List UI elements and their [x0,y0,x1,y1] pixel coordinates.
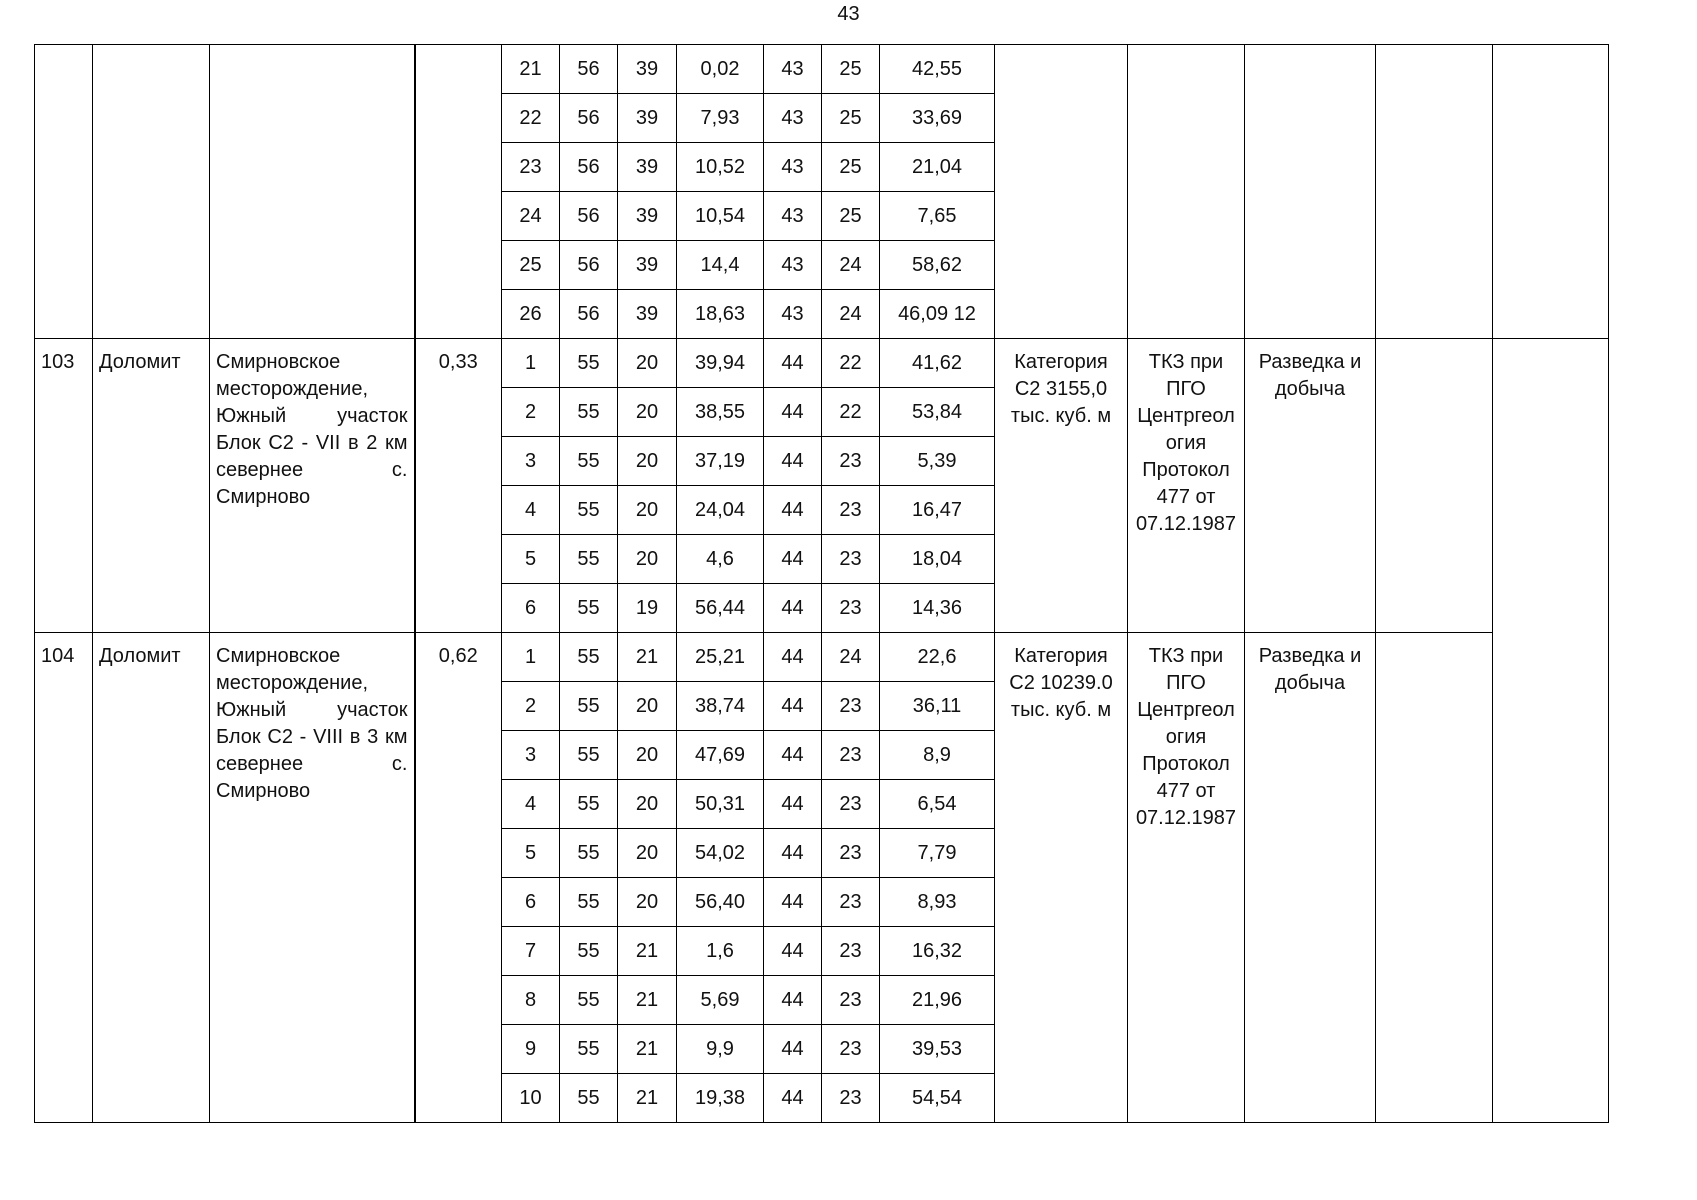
area-value: 0,62 [415,633,502,1123]
lat-minutes-cell: 20 [618,339,677,388]
lat-degrees-cell: 56 [560,290,618,339]
lon-degrees-cell: 44 [764,878,822,927]
point-number-cell: 9 [502,1025,560,1074]
lat-degrees-cell: 56 [560,192,618,241]
lat-degrees-cell: 55 [560,535,618,584]
subsoil-registry-table [34,44,1609,1123]
reserves-cell-empty [995,45,1128,339]
lon-degrees-cell: 43 [764,45,822,94]
point-number-cell: 3 [502,731,560,780]
number-cell-empty [35,45,93,339]
lat-seconds-cell: 4,6 [677,535,764,584]
lon-degrees-cell: 44 [764,437,822,486]
lat-minutes-cell: 39 [618,241,677,290]
lat-seconds-cell: 37,19 [677,437,764,486]
lon-minutes-cell: 23 [822,731,880,780]
lon-degrees-cell: 44 [764,731,822,780]
lon-seconds-cell: 21,04 [880,143,995,192]
lon-degrees-cell: 43 [764,241,822,290]
point-number-cell: 23 [502,143,560,192]
lon-degrees-cell: 44 [764,584,822,633]
lon-minutes-cell: 23 [822,780,880,829]
lat-seconds-cell: 10,52 [677,143,764,192]
lat-degrees-cell: 55 [560,927,618,976]
purpose-info: Разведка и добыча [1245,339,1376,633]
point-number-cell: 6 [502,584,560,633]
lon-degrees-cell: 44 [764,682,822,731]
point-number-cell: 4 [502,486,560,535]
point-number-cell: 10 [502,1074,560,1123]
point-number-cell: 3 [502,437,560,486]
lat-degrees-cell: 56 [560,45,618,94]
lon-degrees-cell: 44 [764,339,822,388]
lat-seconds-cell: 9,9 [677,1025,764,1074]
point-number-cell: 24 [502,192,560,241]
lat-degrees-cell: 55 [560,829,618,878]
lon-minutes-cell: 25 [822,94,880,143]
lon-seconds-cell: 33,69 [880,94,995,143]
lon-seconds-cell: 7,79 [880,829,995,878]
lon-seconds-cell: 5,39 [880,437,995,486]
lat-minutes-cell: 19 [618,584,677,633]
extra-column-empty [1376,633,1493,1123]
reserves-info: Категория С2 10239.0 тыс. куб. м [995,633,1128,1123]
lon-minutes-cell: 23 [822,682,880,731]
last-column-empty [1493,339,1609,1123]
point-number-cell: 21 [502,45,560,94]
lon-minutes-cell: 23 [822,437,880,486]
approval-cell-empty [1128,45,1245,339]
page-number: 43 [837,3,860,25]
lon-minutes-cell: 23 [822,976,880,1025]
lat-seconds-cell: 19,38 [677,1074,764,1123]
lat-seconds-cell: 5,69 [677,976,764,1025]
lon-minutes-cell: 24 [822,241,880,290]
lon-degrees-cell: 44 [764,927,822,976]
lat-degrees-cell: 55 [560,780,618,829]
lat-seconds-cell: 47,69 [677,731,764,780]
lat-degrees-cell: 55 [560,437,618,486]
table-row [35,45,1609,94]
location-cell-empty [210,45,415,339]
lon-minutes-cell: 23 [822,878,880,927]
extra-column-empty [1376,339,1493,633]
reserves-info: Категория С2 3155,0 тыс. куб. м [995,339,1128,633]
table-row [35,339,1609,388]
lat-minutes-cell: 21 [618,927,677,976]
lon-degrees-cell: 43 [764,94,822,143]
area-cell-empty [415,45,502,339]
lat-minutes-cell: 21 [618,1074,677,1123]
registry-body [35,45,1609,1123]
lat-minutes-cell: 20 [618,535,677,584]
lat-degrees-cell: 56 [560,143,618,192]
lat-minutes-cell: 20 [618,682,677,731]
lat-seconds-cell: 0,02 [677,45,764,94]
lon-seconds-cell: 14,36 [880,584,995,633]
lat-minutes-cell: 21 [618,976,677,1025]
lon-degrees-cell: 44 [764,388,822,437]
lat-degrees-cell: 55 [560,682,618,731]
area-value: 0,33 [415,339,502,633]
lon-minutes-cell: 23 [822,1025,880,1074]
lat-seconds-cell: 18,63 [677,290,764,339]
lat-degrees-cell: 55 [560,878,618,927]
lon-minutes-cell: 23 [822,486,880,535]
lon-seconds-cell: 42,55 [880,45,995,94]
lat-seconds-cell: 54,02 [677,829,764,878]
lat-minutes-cell: 20 [618,878,677,927]
lon-minutes-cell: 25 [822,143,880,192]
lon-seconds-cell: 41,62 [880,339,995,388]
point-number-cell: 1 [502,339,560,388]
point-number-cell: 2 [502,682,560,731]
lon-minutes-cell: 24 [822,633,880,682]
extra-cell-2-empty [1493,45,1609,339]
lat-seconds-cell: 38,74 [677,682,764,731]
lon-minutes-cell: 22 [822,388,880,437]
lat-degrees-cell: 55 [560,1074,618,1123]
lat-seconds-cell: 38,55 [677,388,764,437]
lat-degrees-cell: 55 [560,388,618,437]
lon-minutes-cell: 22 [822,339,880,388]
lat-seconds-cell: 25,21 [677,633,764,682]
lat-minutes-cell: 20 [618,780,677,829]
lon-degrees-cell: 44 [764,535,822,584]
lat-minutes-cell: 20 [618,437,677,486]
point-number-cell: 22 [502,94,560,143]
lon-minutes-cell: 23 [822,584,880,633]
table-row [35,633,1609,682]
lon-degrees-cell: 44 [764,829,822,878]
lat-minutes-cell: 39 [618,45,677,94]
mineral-name: Доломит [93,339,210,633]
lat-degrees-cell: 55 [560,633,618,682]
lat-minutes-cell: 20 [618,731,677,780]
lat-seconds-cell: 56,44 [677,584,764,633]
lat-degrees-cell: 55 [560,731,618,780]
mineral-cell-empty [93,45,210,339]
lon-seconds-cell: 16,32 [880,927,995,976]
lat-seconds-cell: 1,6 [677,927,764,976]
lat-seconds-cell: 10,54 [677,192,764,241]
lat-degrees-cell: 56 [560,94,618,143]
lat-degrees-cell: 56 [560,241,618,290]
approval-info: ТКЗ при ПГО Центргеол огия Протокол 477 от 07.12.1987 [1128,339,1245,633]
lon-degrees-cell: 43 [764,143,822,192]
point-number-cell: 5 [502,829,560,878]
lat-minutes-cell: 39 [618,143,677,192]
lon-minutes-cell: 24 [822,290,880,339]
lon-minutes-cell: 23 [822,535,880,584]
point-number-cell: 1 [502,633,560,682]
point-number-cell: 4 [502,780,560,829]
lon-seconds-cell: 22,6 [880,633,995,682]
lat-minutes-cell: 39 [618,192,677,241]
lon-degrees-cell: 44 [764,633,822,682]
point-number-cell: 8 [502,976,560,1025]
lat-seconds-cell: 39,94 [677,339,764,388]
point-number-cell: 25 [502,241,560,290]
lon-degrees-cell: 43 [764,290,822,339]
lon-seconds-cell: 46,09 12 [880,290,995,339]
lat-minutes-cell: 20 [618,829,677,878]
lat-degrees-cell: 55 [560,339,618,388]
lon-degrees-cell: 44 [764,1074,822,1123]
lon-seconds-cell: 7,65 [880,192,995,241]
lat-seconds-cell: 56,40 [677,878,764,927]
lat-degrees-cell: 55 [560,486,618,535]
lon-seconds-cell: 54,54 [880,1074,995,1123]
lon-minutes-cell: 23 [822,829,880,878]
lon-minutes-cell: 25 [822,45,880,94]
lon-degrees-cell: 44 [764,780,822,829]
lat-degrees-cell: 55 [560,1025,618,1074]
lat-minutes-cell: 20 [618,388,677,437]
lat-seconds-cell: 50,31 [677,780,764,829]
lon-seconds-cell: 36,11 [880,682,995,731]
point-number-cell: 2 [502,388,560,437]
point-number-cell: 26 [502,290,560,339]
lat-seconds-cell: 14,4 [677,241,764,290]
lon-seconds-cell: 53,84 [880,388,995,437]
lat-degrees-cell: 55 [560,584,618,633]
lon-minutes-cell: 23 [822,1074,880,1123]
lat-minutes-cell: 39 [618,290,677,339]
point-number-cell: 7 [502,927,560,976]
lon-degrees-cell: 44 [764,486,822,535]
record-number: 103 [35,339,93,633]
mineral-name: Доломит [93,633,210,1123]
lat-minutes-cell: 21 [618,633,677,682]
lon-degrees-cell: 43 [764,192,822,241]
purpose-cell-empty [1245,45,1376,339]
record-number: 104 [35,633,93,1123]
location-description: Смирновское месторождение, Южный участок Блок С2 - VIII в 3 км севернее с. Смирново [210,633,415,1123]
lon-seconds-cell: 58,62 [880,241,995,290]
lat-minutes-cell: 39 [618,94,677,143]
point-number-cell: 6 [502,878,560,927]
lat-degrees-cell: 55 [560,976,618,1025]
lon-seconds-cell: 39,53 [880,1025,995,1074]
point-number-cell: 5 [502,535,560,584]
lat-minutes-cell: 21 [618,1025,677,1074]
approval-info: ТКЗ при ПГО Центргеол огия Протокол 477 от 07.12.1987 [1128,633,1245,1123]
lon-minutes-cell: 23 [822,927,880,976]
lon-degrees-cell: 44 [764,976,822,1025]
lon-seconds-cell: 21,96 [880,976,995,1025]
lat-seconds-cell: 7,93 [677,94,764,143]
lat-minutes-cell: 20 [618,486,677,535]
purpose-info: Разведка и добыча [1245,633,1376,1123]
lon-minutes-cell: 25 [822,192,880,241]
lon-seconds-cell: 8,9 [880,731,995,780]
lon-degrees-cell: 44 [764,1025,822,1074]
lon-seconds-cell: 6,54 [880,780,995,829]
lat-seconds-cell: 24,04 [677,486,764,535]
lon-seconds-cell: 8,93 [880,878,995,927]
lon-seconds-cell: 18,04 [880,535,995,584]
extra-cell-1-empty [1376,45,1493,339]
lon-seconds-cell: 16,47 [880,486,995,535]
location-description: Смирновское месторождение, Южный участок Блок С2 - VII в 2 км севернее с. Смирново [210,339,415,633]
